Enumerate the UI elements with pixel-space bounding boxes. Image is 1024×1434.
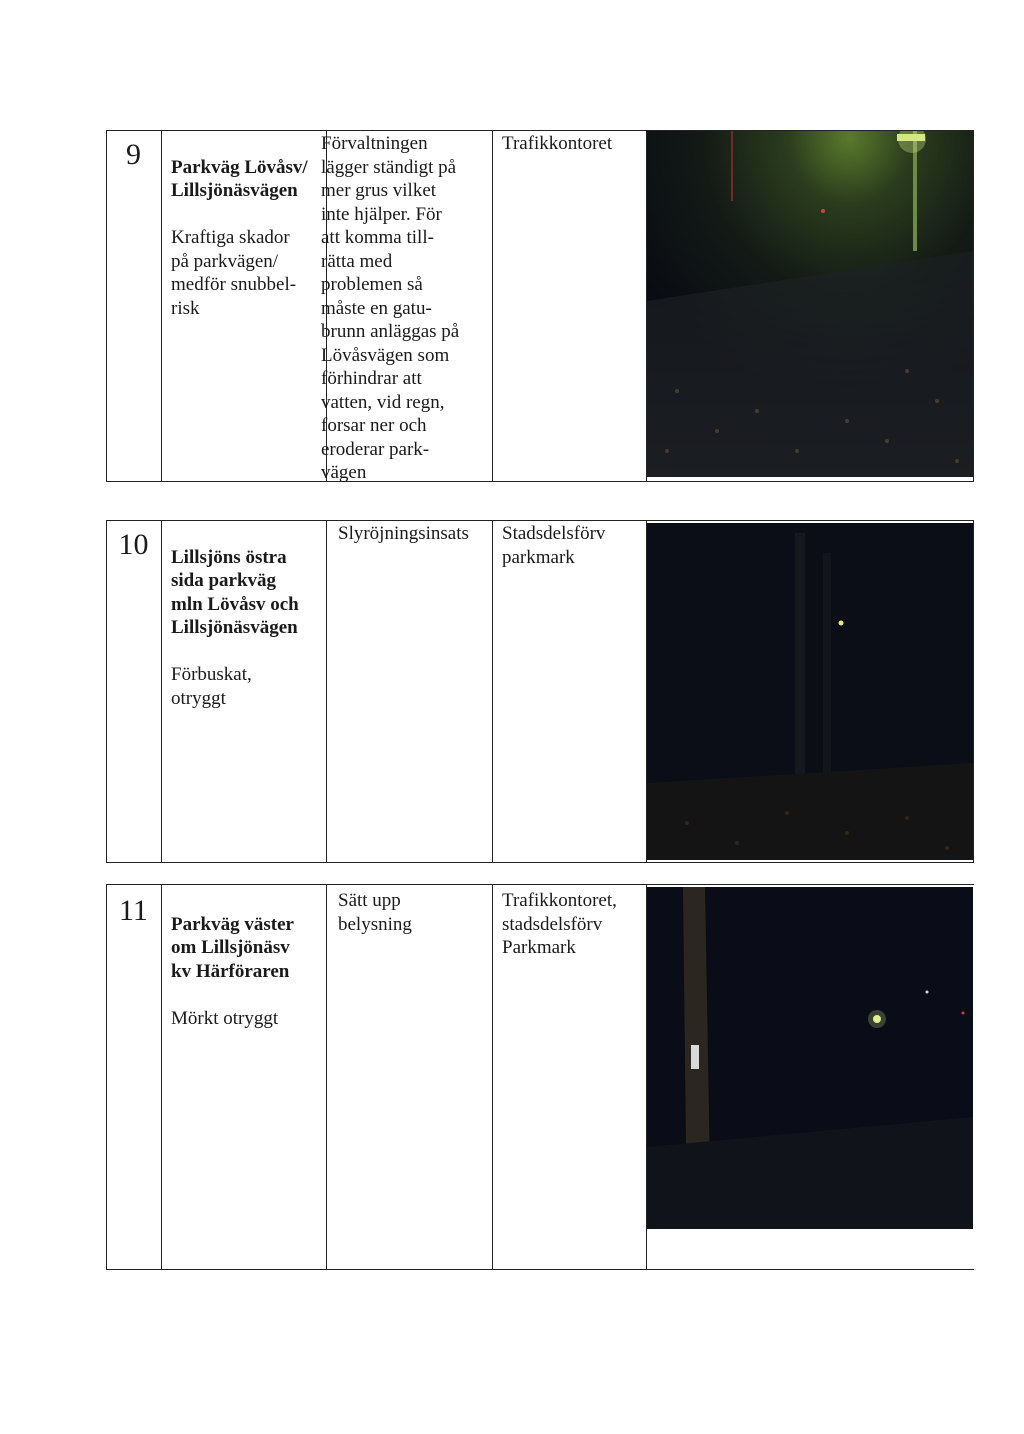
location-title: Lillsjöns östra sida parkväg mln Lövåsv och Lillsjönäsvägen: [171, 546, 299, 638]
row-number: 9: [126, 138, 141, 171]
row-number: 11: [119, 894, 148, 927]
table-row-10: [106, 520, 974, 863]
photo-dark-bushes: [647, 523, 973, 860]
photo-dark-path-with-distant-light: [647, 887, 973, 1229]
table-row-9: [106, 130, 974, 482]
row-number: 10: [118, 528, 149, 561]
location-title: Parkväg väster om Lillsjönäsv kv Härföraren: [171, 913, 294, 982]
location-title: Parkväg Lövåsv/ Lillsjönäsvägen: [171, 156, 308, 201]
action-cell: Sätt upp belysning: [338, 890, 412, 935]
action-cell: Slyröjningsinsats: [338, 523, 469, 544]
photo-park-path-with-lamp: [647, 131, 973, 477]
location-description: Förbuskat, otryggt: [171, 664, 252, 709]
responsible-cell: Trafikkontoret: [502, 133, 613, 154]
action-cell: Förvaltningen lägger ständigt på mer grus vilket inte hjälper. För att komma till- rätta med problemen så måste en gatu- brunn anläggas på Lövåsvägen som förhindrar att vatten, vid regn, forsar ner och eroderar park- vägen: [321, 133, 460, 483]
location-cell: [171, 132, 323, 344]
location-description: Mörkt otryggt: [171, 1007, 279, 1029]
location-description: Kraftiga skador på parkvägen/ medför snubbel- risk: [171, 227, 297, 319]
location-cell: [171, 522, 323, 734]
responsible-cell: Trafikkontoret, stadsdelsförv Parkmark: [502, 890, 617, 958]
location-cell: [171, 889, 323, 1054]
responsible-cell: Stadsdelsförv parkmark: [502, 523, 606, 568]
table-row-11: [106, 884, 974, 1270]
